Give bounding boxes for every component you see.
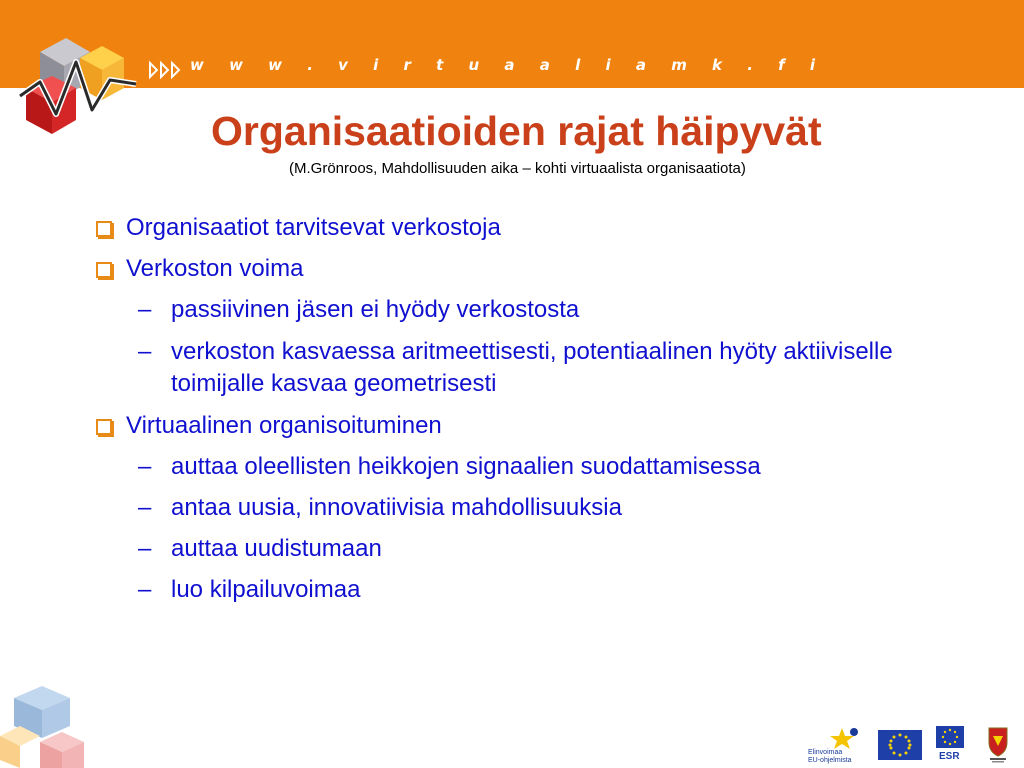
bullet-item xyxy=(126,410,442,442)
sub-bullet-item xyxy=(138,492,931,524)
bullet-item xyxy=(126,212,501,244)
virtuaaliamk-logo xyxy=(18,22,148,142)
footer-logos xyxy=(800,720,1024,768)
sub-bullet-item xyxy=(138,574,931,606)
sub-bullet-text: antaa uusia, innovatiivisia mahdollisuuksia xyxy=(171,494,622,521)
dash-bullet: – xyxy=(138,296,152,323)
sub-bullet-item xyxy=(138,336,931,400)
bullet-text: Verkoston voima xyxy=(126,255,304,282)
dash-bullet: – xyxy=(138,576,152,603)
square-bullet-icon xyxy=(96,419,112,435)
website-url: w w w . v i r t u a a l i a m k . f i xyxy=(190,56,826,74)
bullet-text: Virtuaalinen organisoituminen xyxy=(126,412,442,439)
dash-bullet: – xyxy=(138,535,152,562)
sub-bullet-item xyxy=(138,451,931,483)
esr-text: ESR xyxy=(939,751,960,762)
sub-bullet-text: verkoston kasvaessa aritmeettisesti, potentiaalinen hyöty aktiiviselle toimijalle kasvaa geometrisesti xyxy=(171,338,893,397)
slide-subtitle: (M.Grönroos, Mahdollisuuden aika – kohti virtuaalista organisaatiota) xyxy=(289,160,746,177)
esr-logo xyxy=(936,726,964,762)
elinvoimaa-text-2: EU-ohjelmista xyxy=(808,757,852,764)
sub-bullet-text: luo kilpailuvoimaa xyxy=(171,576,361,603)
dash-bullet: – xyxy=(138,338,152,365)
elinvoimaa-text-1: Elinvoimaa xyxy=(808,749,843,756)
sub-bullet-text: passiivinen jäsen ei hyödy verkostosta xyxy=(171,296,580,323)
bullet-text: Organisaatiot tarvitsevat verkostoja xyxy=(126,214,501,241)
bullet-item xyxy=(126,253,303,285)
arrows-icon xyxy=(148,60,184,80)
square-bullet-icon xyxy=(96,262,112,278)
sub-bullet-text: auttaa oleellisten heikkojen signaalien suodattamisessa xyxy=(171,453,761,480)
dash-bullet: – xyxy=(138,494,152,521)
square-bullet-icon xyxy=(96,221,112,237)
decorative-cubes xyxy=(0,680,90,768)
sub-bullet-item xyxy=(138,294,931,326)
coat-of-arms-icon xyxy=(986,724,1010,764)
elinvoimaa-logo xyxy=(806,724,864,764)
sub-bullet-text: auttaa uudistumaan xyxy=(171,535,382,562)
eu-flag-icon xyxy=(878,730,922,760)
dash-bullet: – xyxy=(138,453,152,480)
slide-title: Organisaatioiden rajat häipyvät xyxy=(211,108,822,154)
sub-bullet-item xyxy=(138,533,931,565)
